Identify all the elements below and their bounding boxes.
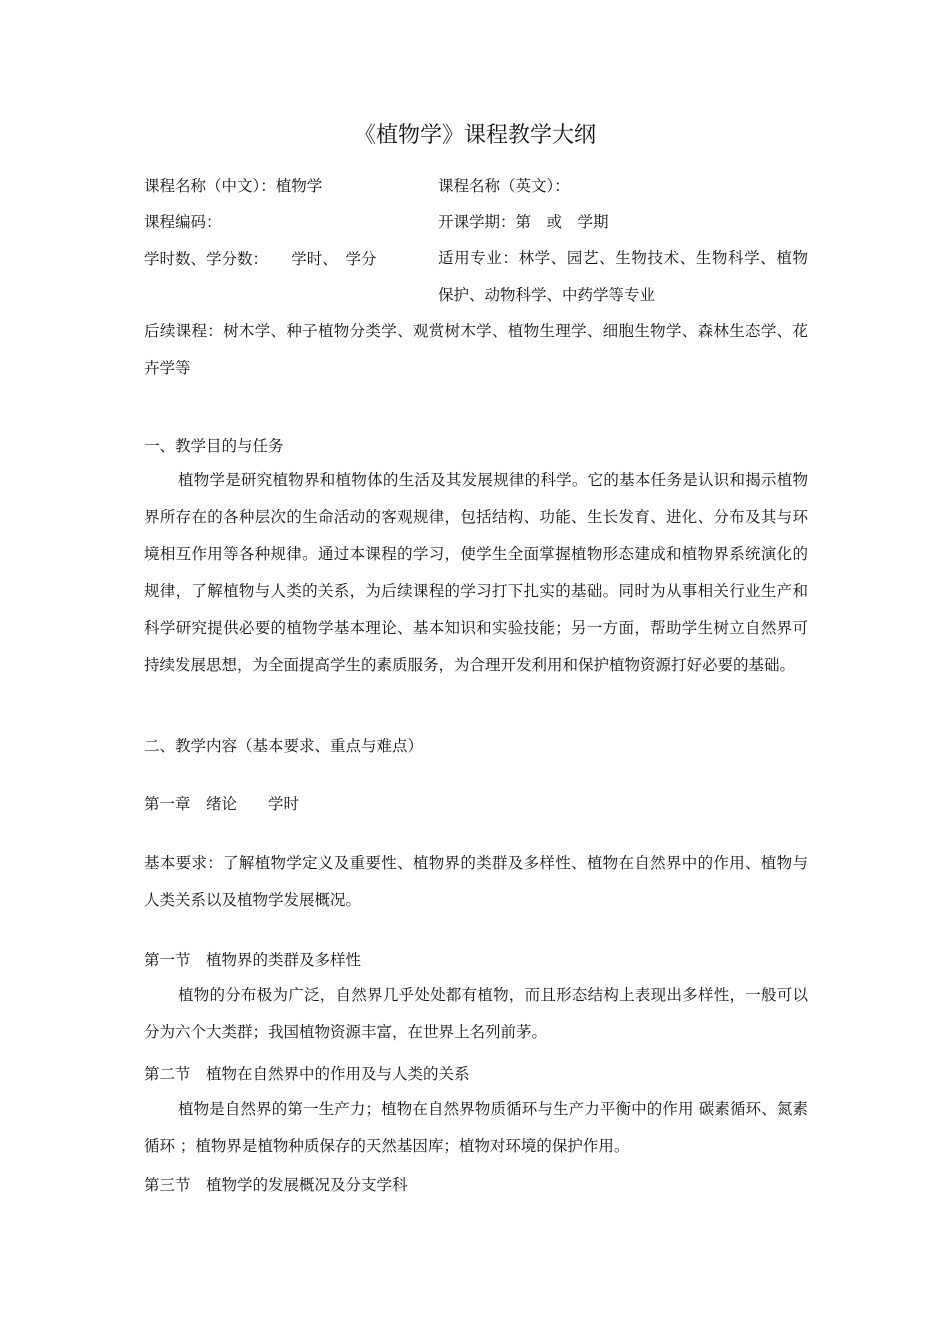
chapter-1-section-2-heading: 第二节 植物在自然界中的作用及与人类的关系 [144, 1065, 470, 1083]
course-hours: 学时数、学分数： 学时、 学分 [144, 250, 377, 268]
course-code: 课程编码： [144, 213, 222, 231]
chapter-1-section-1-heading: 第一节 植物界的类群及多样性 [144, 951, 362, 969]
course-name-en: 课程名称（英文）： [438, 177, 570, 195]
section-1-text: 植物学是研究植物界和植物体的生活及其发展规律的科学。它的基本任务是认识和揭示植物界所存在的各种层次的生命活动的客观规律，包括结构、功能、生长发育、进化、分布及其与环境相互作用等各种规律。通过本课程的学习，使学生全面掌握植物形态建成和植物界系统演化的规律，了解植物与人类的关系，为后续课程的学习打下扎实的基础。同时为从事相关行业生产和科学研究提供必要的植物学基本理论、基本知识和实验技能；另一方面，帮助学生树立自然界可持续发展思想，为全面提高学生的素质服务，为合理开发利用和保护植物资源打好必要的基础。 [144, 471, 808, 674]
chapter-1-heading: 第一章 绪论 学时 [144, 795, 300, 813]
section-2-heading: 二、教学内容（基本要求、重点与难点） [144, 737, 424, 755]
chapter-1-section-2-text: 植物是自然界的第一生产力；植物在自然界物质循环与生产力平衡中的作用 碳素循环、氮素循环 ；植物界是植物种质保存的天然基因库；植物对环境的保护作用。 [144, 1100, 808, 1155]
document-title: 《植物学》课程教学大纲 [353, 123, 596, 148]
course-semester: 开课学期：第 或 学期 [438, 213, 609, 231]
course-majors-text: 适用专业：林学、园艺、生物技术、生物科学、植物保护、动物科学、中药学等专业 [438, 249, 808, 304]
chapter-1-section-3-heading: 第三节 植物学的发展概况及分支学科 [144, 1176, 408, 1194]
section-1-heading: 一、教学目的与任务 [144, 437, 284, 455]
course-followup: 后续课程：树木学、种子植物分类学、观赏树木学、植物生理学、细胞生物学、森林生态学、花卉学等 [144, 322, 808, 377]
chapter-1-section-1-text: 植物的分布极为广泛，自然界几乎处处都有植物，而且形态结构上表现出多样性，一般可以分为六个大类群；我国植物资源丰富，在世界上名列前茅。 [144, 986, 808, 1041]
chapter-1-requirements: 基本要求：了解植物学定义及重要性、植物界的类群及多样性、植物在自然界中的作用、植物与人类关系以及植物学发展概况。 [144, 854, 808, 909]
course-name-cn: 课程名称（中文）：植物学 [144, 177, 323, 195]
course-majors [438, 240, 808, 314]
